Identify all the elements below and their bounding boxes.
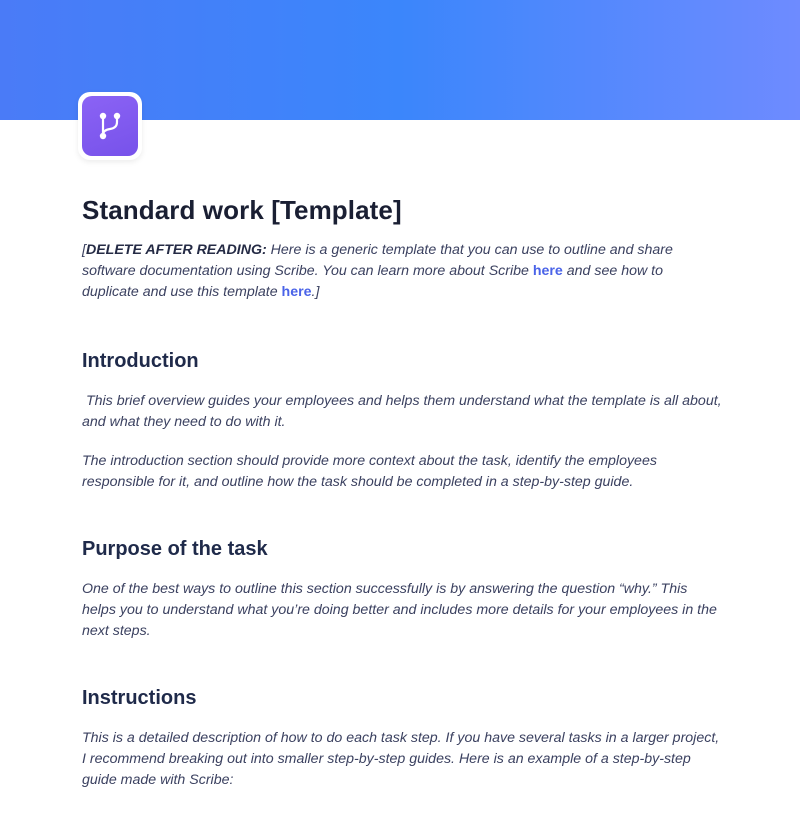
paragraph: This is a detailed description of how to do each task step. If you have several tasks in a larger project, I recommend breaking out into smaller step-by-step guides. Here is an example of a step-by-step guide made with Scribe: xyxy=(82,730,720,788)
paragraph: The introduction section should provide more context about the task, identify the employees responsible for it, and outline how the task should be completed in a step-by-step guide. xyxy=(82,453,657,490)
paragraph: This brief overview guides your employees and helps them understand what the template is all about, and what they need to do with it. xyxy=(82,393,726,430)
paragraph: One of the best ways to outline this section successfully is by answering the question “why.” This helps you to understand what you’re doing better and includes more details for your employees in the next steps. xyxy=(82,581,717,639)
note-bracket: [ xyxy=(82,242,86,258)
document-body xyxy=(82,192,726,791)
section-heading-introduction: Introduction xyxy=(82,350,199,372)
doc-icon xyxy=(82,96,138,156)
section-heading-purpose: Purpose of the task xyxy=(82,538,268,560)
doc-icon-container xyxy=(78,92,142,160)
section-heading-instructions: Instructions xyxy=(82,687,197,709)
learn-more-link[interactable]: here xyxy=(532,263,563,279)
note-text-end: .] xyxy=(311,284,320,300)
page-title: Standard work [Template] xyxy=(82,195,402,225)
template-note xyxy=(82,240,722,303)
branch-icon xyxy=(95,109,125,143)
note-text: Here is a generic template that you can use to outline and share software documentation using Scribe. You can learn more about Scribe xyxy=(82,242,673,279)
note-text: and see how to duplicate and use this template xyxy=(82,263,663,300)
duplicate-template-link[interactable]: here xyxy=(281,284,312,300)
note-bold-lead: DELETE AFTER READING: xyxy=(85,242,267,258)
